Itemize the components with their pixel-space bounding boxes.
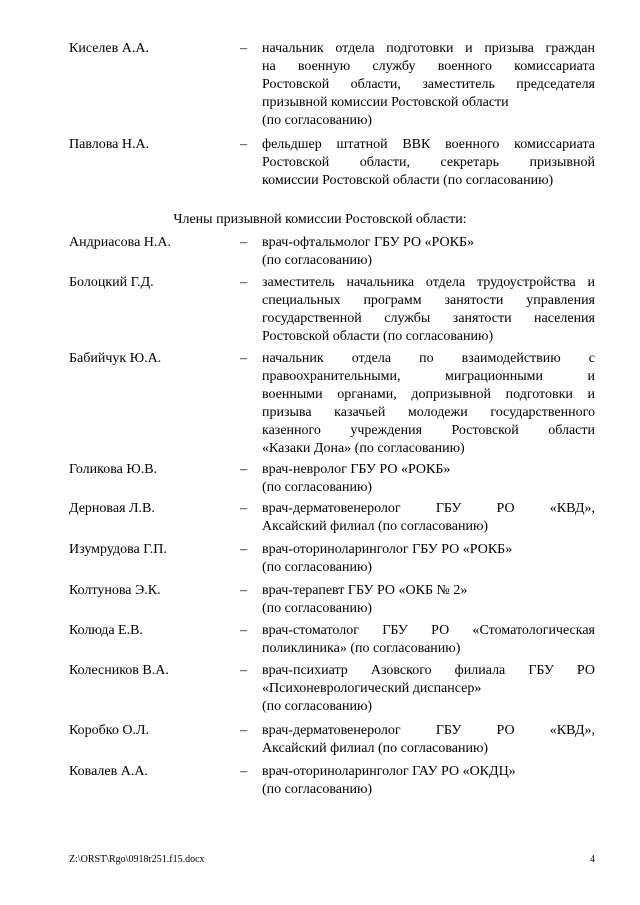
- member-role: [262, 461, 595, 497]
- role-text-line: начальник отдела по взаимодействию с: [262, 351, 595, 366]
- role-text-line: врач-офтальмолог ГБУ РО «РОКБ»: [262, 235, 475, 250]
- role-text-line: «Казаки Дона» (по согласованию): [262, 441, 465, 456]
- member-name: Колтунова Э.К.: [69, 583, 161, 598]
- member-role: [262, 274, 595, 346]
- page-number: 4: [590, 854, 595, 865]
- role-text-line: призывной комиссии Ростовской области: [262, 95, 509, 110]
- role-text-line: врач-невролог ГБУ РО «РОКБ»: [262, 462, 451, 477]
- role-text-line: специальных программ занятости управления: [262, 293, 595, 308]
- member-name: Голикова Ю.В.: [69, 462, 158, 477]
- member-role: [262, 582, 595, 618]
- member-name: Колесников В.А.: [69, 663, 169, 678]
- footer-file-path: Z:\ORST\Rgo\0918r251.f15.docx: [69, 854, 205, 865]
- member-name: Ковалев А.А.: [69, 764, 148, 779]
- member-role: [262, 500, 595, 536]
- member-name: Дерновая Л.В.: [69, 501, 155, 516]
- member-name: Киселев А.А.: [69, 41, 149, 56]
- role-text-line: Ростовской области (по согласованию): [262, 329, 494, 344]
- role-text-line: Ростовской области, заместитель председателя: [262, 77, 595, 92]
- role-text-line: Аксайский филиал (по согласованию): [262, 519, 489, 534]
- dash-separator: –: [240, 723, 247, 738]
- role-text-line: комиссии Ростовской области (по согласованию): [262, 173, 554, 188]
- role-text-line: врач-терапевт ГБУ РО «ОКБ № 2»: [262, 583, 468, 598]
- role-text-line: начальник отдела подготовки и призыва граждан: [262, 41, 595, 56]
- role-text-line: заместитель начальника отдела трудоустройства и: [262, 275, 595, 290]
- role-text-line: (по согласованию): [262, 253, 373, 268]
- role-text-line: врач-дерматовенеролог ГБУ РО «КВД»,: [262, 723, 595, 738]
- dash-separator: –: [240, 137, 247, 152]
- dash-separator: –: [240, 275, 247, 290]
- role-text-line: (по согласованию): [262, 601, 373, 616]
- dash-separator: –: [240, 623, 247, 638]
- role-text-line: фельдшер штатной ВВК военного комиссариата: [262, 137, 595, 152]
- member-name: Андриасова Н.А.: [69, 235, 172, 250]
- member-role: [262, 234, 595, 270]
- section-title: Члены призывной комиссии Ростовской области:: [173, 212, 467, 227]
- role-text-line: (по согласованию): [262, 699, 373, 714]
- member-role: [262, 722, 595, 758]
- member-name: Болоцкий Г.Д.: [69, 275, 154, 290]
- role-text-line: казенного учреждения Ростовской области: [262, 423, 595, 438]
- dash-separator: –: [240, 351, 247, 366]
- member-role: [262, 541, 595, 577]
- dash-separator: –: [240, 41, 247, 56]
- dash-separator: –: [240, 764, 247, 779]
- role-text-line: врач-оториноларинголог ГБУ РО «РОКБ»: [262, 542, 513, 557]
- member-name: Коробко О.Л.: [69, 723, 149, 738]
- role-text-line: Ростовской области, секретарь призывной: [262, 155, 595, 170]
- member-role: [262, 40, 595, 130]
- role-text-line: военными органами, допризывной подготовки и: [262, 387, 595, 402]
- role-text-line: призыва казачьей молодежи государственного: [262, 405, 595, 420]
- member-role: [262, 662, 595, 716]
- member-name: Колюда Е.В.: [69, 623, 143, 638]
- member-name: Изумрудова Г.П.: [69, 542, 167, 557]
- dash-separator: –: [240, 235, 247, 250]
- role-text-line: врач-психиатр Азовского филиала ГБУ РО: [262, 663, 595, 678]
- role-text-line: (по согласованию): [262, 480, 373, 495]
- role-text-line: (по согласованию): [262, 113, 373, 128]
- role-text-line: врач-стоматолог ГБУ РО «Стоматологическая: [262, 623, 595, 638]
- role-text-line: государственной службы занятости населения: [262, 311, 595, 326]
- member-role: [262, 136, 595, 190]
- role-text-line: на военную службу военного комиссариата: [262, 59, 595, 74]
- member-role: [262, 622, 595, 658]
- role-text-line: «Психоневрологический диспансер»: [262, 681, 482, 696]
- dash-separator: –: [240, 663, 247, 678]
- role-text-line: врач-дерматовенеролог ГБУ РО «КВД»,: [262, 501, 595, 516]
- role-text-line: (по согласованию): [262, 560, 373, 575]
- role-text-line: правоохранительными, миграционными и: [262, 369, 595, 384]
- dash-separator: –: [240, 462, 247, 477]
- dash-separator: –: [240, 583, 247, 598]
- member-name: Бабийчук Ю.А.: [69, 351, 162, 366]
- role-text-line: Аксайский филиал (по согласованию): [262, 741, 489, 756]
- role-text-line: (по согласованию): [262, 782, 373, 797]
- dash-separator: –: [240, 542, 247, 557]
- member-role: [262, 763, 595, 799]
- member-name: Павлова Н.А.: [69, 137, 150, 152]
- dash-separator: –: [240, 501, 247, 516]
- role-text-line: врач-оториноларинголог ГАУ РО «ОКДЦ»: [262, 764, 516, 779]
- member-role: [262, 350, 595, 458]
- role-text-line: поликлиника» (по согласованию): [262, 641, 461, 656]
